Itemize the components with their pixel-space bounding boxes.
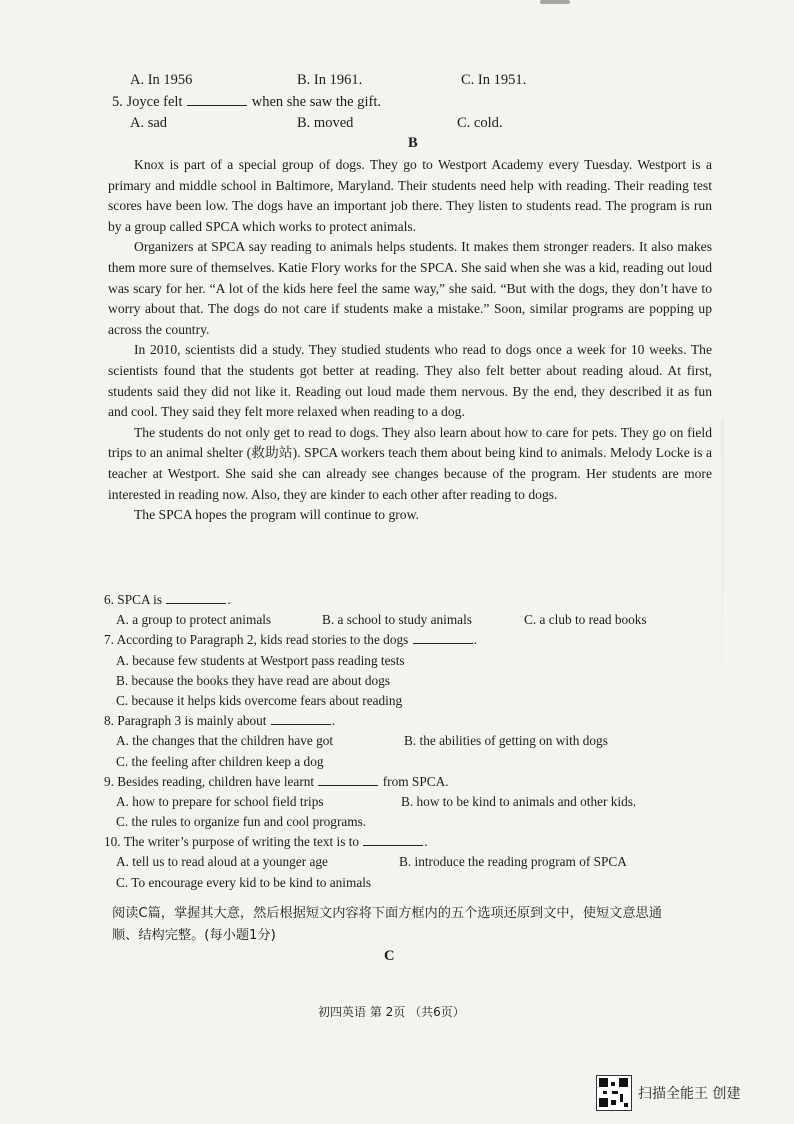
answer-blank [413,631,473,644]
question-stem: 7. According to Paragraph 2, kids read stories to the dogs [104,632,412,648]
option-b: B. a school to study animals [322,612,472,628]
q8-option-c-row [104,752,724,772]
q9-options [104,792,724,812]
q7-option-b [104,671,724,691]
section-c-title: C [384,948,395,964]
q8-options [104,731,724,751]
answer-blank [271,712,331,725]
question-stem: 6. SPCA is [104,592,166,607]
answer-blank [363,833,423,846]
question-list [104,590,724,893]
paragraph-2: Organizers at SPCA say reading to animals helps students. It makes them stronger readers. It also makes them more sure of themselves. Katie Flory works for the SPCA. She said when she was a kid, reading out loud was scary for her. “A lot of the kids here feel the same way,” she said. “But with the dogs, they don’t have to worry about that. The dogs do not care if students make a mistake.” Soon, similar programs are popping up across the country. [108,239,712,337]
q7-option-a [104,651,724,671]
answer-blank [187,93,247,106]
question-5 [112,93,381,111]
question-stem: 8. Paragraph 3 is mainly about [104,713,270,729]
option-c: C. To encourage every kid to be kind to animals [116,874,372,890]
option-b: B. how to be kind to animals and other kids. [401,793,637,809]
paragraph-3: In 2010, scientists did a study. They studied students who read to dogs once a week for 10 weeks. The scientists found that the students got better at reading. They also felt better about reading aloud. At first, students said they did not like it. Reading out loud made them nervous. By the end, they described it as fun and cool. They said they felt more relaxed when reading to a dog. [108,342,712,420]
option-a: A. tell us to read aloud at a younger age [116,854,328,870]
question-stem-end: . [473,632,477,648]
question-stem: 9. Besides reading, children have learnt [104,773,318,789]
qr-code-icon [596,1075,632,1111]
section-b-title: B [408,135,418,151]
q9-option-c-row [104,812,724,832]
q10-option-c-row [104,873,724,893]
q6-options [104,610,724,630]
answer-blank [318,773,378,786]
option-c: C. cold. [457,115,503,131]
scan-mark [540,0,570,4]
option-c: C. because it helps kids overcome fears about reading [116,692,403,708]
q5-options [130,115,550,135]
option-b: B. introduce the reading program of SPCA [399,854,627,870]
page-footer: 初四英语 第 2页 （共6页） [318,1005,465,1019]
question-9 [104,772,724,792]
paragraph-1: Knox is part of a special group of dogs. They go to Westport Academy every Tuesday. Westport is a primary and middle school in Baltimore, Maryland. Their students need help with reading. Their reading test scores have been low. The dogs have an important job there. They listen to students read. The program is run by a group called SPCA which works to protect animals. [108,157,712,234]
section-c-instruction: 阅读C篇，掌握其大意，然后根据短文内容将下面方框内的五个选项还原到文中，使短文意思通顺、结构完整。(每小题1分) [112,906,662,943]
option-b: B. moved [297,115,354,131]
option-c: C. the rules to organize fun and cool programs. [116,814,367,830]
option-a: A. sad [130,115,168,131]
answer-blank [166,591,226,604]
paragraph-4: The students do not only get to read to dogs. They also learn about how to care for pets. They go on field trips to an animal shelter (救助站). SPCA workers teach them about being kind to animals. Melody Locke is a teacher at Westport. She said she can already see changes because of the program. Her students are more interested in reading now. Also, they are kinder to each other after reading to dogs. [108,424,712,502]
question-10 [104,832,724,852]
question-stem-end: . [227,592,231,607]
question-stem-end: from SPCA. [379,773,449,789]
option-c: C. In 1951. [461,72,527,88]
scanner-watermark: 扫描全能王 创建 [638,1086,741,1102]
question-stem: 10. The writer’s purpose of writing the text is to [104,834,363,850]
question-stem-end: . [331,713,336,729]
option-a: A. In 1956 [130,72,193,88]
option-a: A. the changes that the children have got [116,733,334,749]
option-b: B. the abilities of getting on with dogs [404,733,608,749]
paragraph-5: The SPCA hopes the program will continue to grow. [134,507,419,523]
question-6 [104,590,724,610]
option-a: A. how to prepare for school field trips [116,793,324,809]
option-c: C. a club to read books [524,612,647,628]
q10-options [104,852,724,872]
q7-option-c [104,691,724,711]
option-b: B. In 1961. [297,72,363,88]
option-a: A. because few students at Westport pass reading tests [116,652,405,668]
option-c: C. the feeling after children keep a dog [116,753,324,769]
question-stem-end: . [424,834,428,850]
question-7 [104,630,724,650]
q4-options [130,72,550,92]
question-stem: 5. Joyce felt [112,94,187,110]
passage-b [108,155,712,526]
option-a: A. a group to protect animals [116,612,272,628]
option-b: B. because the books they have read are about dogs [116,672,390,688]
question-stem-end: when she saw the gift. [248,94,381,110]
question-8 [104,711,724,731]
